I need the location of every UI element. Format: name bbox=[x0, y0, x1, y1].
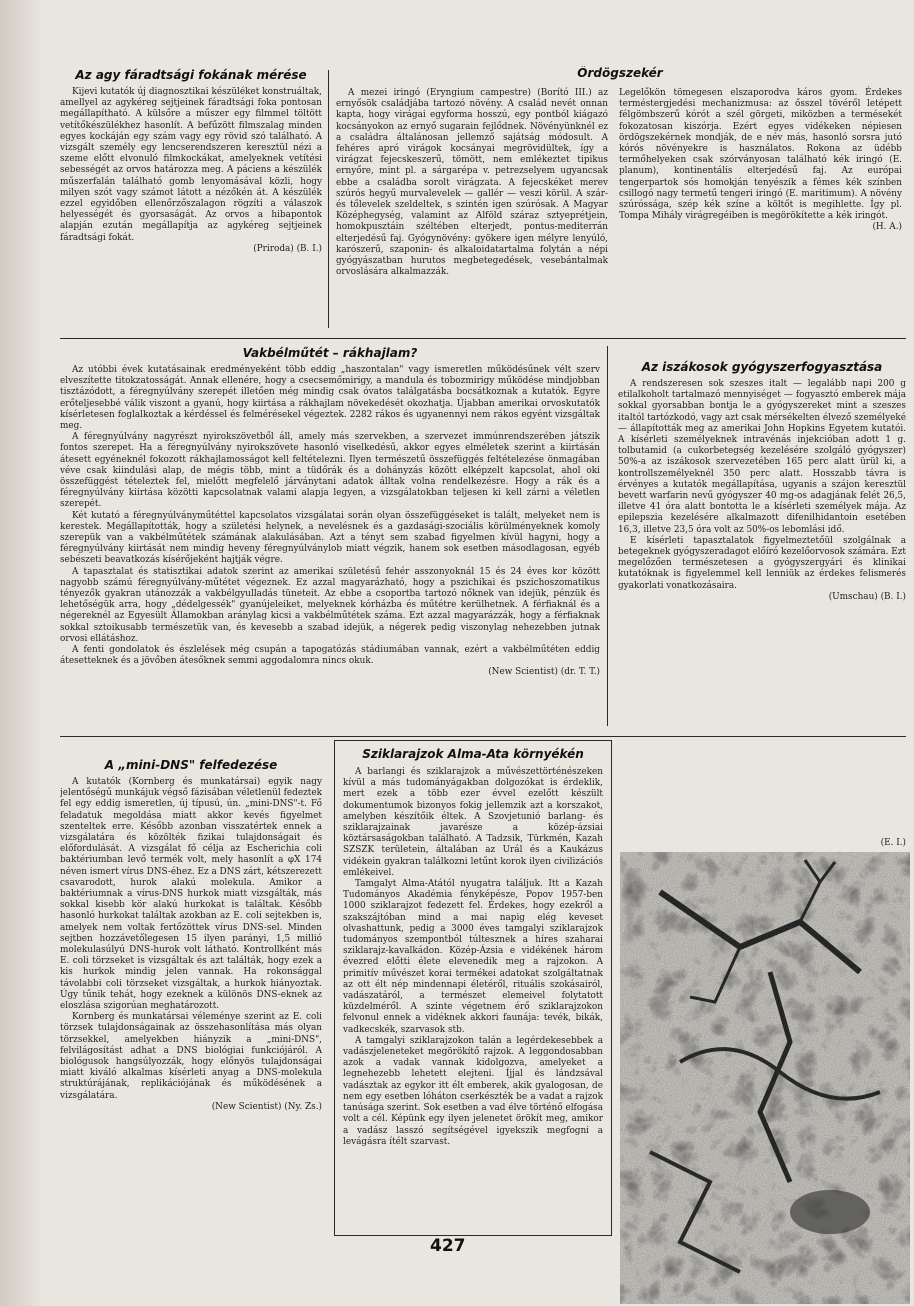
article-rock-drawings-source bbox=[620, 838, 906, 852]
article-source: (E. I.) bbox=[880, 838, 906, 848]
paragraph: A barlangi és sziklarajzok a művészettörténészeken kívül a más tudományágakban dolgozókat is érdeklik, mert ezek a több ezer évvel ezelőtt készült dokumentumok bizonyos fokig jellemzik azt a korszakot, amelyben készítőik éltek. A Szovjetunió barlang- és sziklarajzainak javarésze a közép-ázsiai köztársaságokban található. A Tadzsik, Türkmén, Kazah SZSZK területein, általában az Urál és a Kaukázus vidékein gyakran találkozni letűnt korok ilyen civilizációs emlékeivel. bbox=[343, 767, 603, 878]
horizontal-divider bbox=[60, 736, 906, 737]
paragraph: Legelőkön tömegesen elszaporodva káros gyom. Érdekes terméstergjedési mechanizmusa: az ősszel tövéről letépett félgömbszerű kórót a szél görgeti, miközben a termésekét fokozatosan kiszórja. Ezért egyes vidékeken népiesen ördögszekérnek mondják, de e név más, hasonló sorsra jutó kórós növényekre is használatos. Rokona az üdébb termőhelyeken csak szórványosan található kék iringó (E. planum), kontinentális elterjedésű faj. Az európai tengerpartok sós homokján tenyészik a fémes kék színben csillogó nagy termetű tengeri iringó (E. maritimum). A növény szúróssága, szép kék színe a költőt is megihlette. Így pl. Tompa Mihály virágregéiben is megörökítette a kék iringót. bbox=[619, 88, 902, 222]
paragraph: A rendszeresen sok szeszes italt — legalább napi 200 g etilalkoholt tartalmazó mennyiséget — fogyasztó emberek mája sokkal gyorsabban bontja le a gyógyszereket mint a szeszes italtól tartózkodó, vagy azt csak mérsékelten élvező személyeké — állapították meg az amerikai John Hopkins Egyetem kutatói. A kísérleti személyeknek intravénás injekcióban adott 1 g. tolbutamid (a cukorbetegség kezelésére szolgáló gyógyszer) 50%-a az iszákosok szervezetében 165 perc alatt ürül ki, a kontrollszemélyeknél 350 perc alatt. Hosszabb távra is érvényes a kutatók megállapítása, ugyanis a szájon keresztül bevett warfarin nevű gyógyszer 40 mg-os adagjának felét 26,5, illetve 41 óra alatt bontotta le a kísérleti személyek mája. Az epilepszia kezelésére alkalmazott difenilhidantoin esetében 16,3, illetve 23,5 óra volt az 50%-os lebomlási idő. bbox=[618, 379, 906, 535]
paragraph: A fenti gondolatok és észlelések még csupán a tapogatózás stádiumában vannak, ezért a vakbélműtéten eddig átesetteknek és a jövőben átesőknek semmi aggodalomra nincs okuk. bbox=[60, 645, 600, 667]
paragraph: Kijevi kutatók új diagnosztikai készüléket konstruáltak, amellyel az agykéreg sejtjeinek fáradtsági foka pontosan megállapítható. A külsőre a műszer egy filmmel töltött vetítőkészülékhez hasonlít. A befűzött filmszalag minden egyes kockáján egy szám vagy egy rövid szó található. A vizsgált személy egy lencserendszeren keresztül nézi a szeme előtt elvonuló filmkockákat, amelyeknek vetítési sebességét az orvos határozza meg. A páciens a készülék műszerfalán található gomb lenyomásával közli, hogy milyen szót vagy számot látott a nézőkén át. A készülék ezzel egyidőben ellenőrzőszalagon rögzíti a válaszok helyességét és gyorsaságát. Az orvos a hibapontok alapján ezután megállapítja az agykéreg sejtjeinek fáradtsági fokát. bbox=[60, 87, 322, 243]
article-body-col2 bbox=[619, 88, 902, 234]
article-rock-drawings bbox=[334, 740, 612, 1236]
paragraph: A tamgalyi sziklarajzokon talán a legérdekesebbek a vadászjeleneteket megörökítő rajzok. A leggondosabban azok a vadak vannak kidolgozva, amelyeket a legnehezebb lehetett elejteni. Íjjal és lándzsával vadásztak az egykor itt élt emberek, akik gyalogosan, de nem egy esetben lóháton cserkészték be a vadat a rajzok tanúsága szerint. Sok esetben a vad élve történő elfogása volt a cél. Képünk egy ilyen jelenetet örökít meg, amikor a vadász lasszó segítségével igyekszik megfogni a levágásra ítélt szarvast. bbox=[343, 1035, 603, 1147]
article-body-col1 bbox=[336, 88, 608, 278]
article-source: (H. A.) bbox=[872, 222, 902, 233]
paragraph: E kísérleti tapasztalatok figyelmeztetőül szolgálnak a betegeknek gyógyszeradagot előíró kezelőorvosok számára. Ezt megelőzően természetesen a gyógyszergyári és klinikai kutatóknak is figyelemmel kell lenniük az érdekes felismerés gyakorlati vonatkozásaira. bbox=[618, 535, 906, 591]
paragraph: A mezei iringó (Eryngium campestre) (Borító III.) az ernyősök családjába tartozó növény. A család nevét onnan kapta, hogy virágai egyforma hosszú, egy pontból kiágazó kocsányokon az ernyő sugarain fejlődnek. Növényünknél ez a családra általánosan jellemző sajátság módosult. A fehéres apró virágok kocsányai megrövidültek, így a virágzat fejecskeszerű, tömött, nem emlékeztet tipikus ernyőre, mint pl. a sárgarépa v. petrezselyem ugyancsak ebbe a családba sorolt virágzata. A fejecskéket merev szúrós hegyű murvalevelek — gallér — veszi körül. A szár- és tőlevelek szeldeltek, s szintén igen szúrósak. A Magyar Középhegység, valamint az Alföld száraz sztyeprétjein, homokpusztáin széltében elterjedt, pontus-mediterrán elterjedésű faj. Gyógynövény: gyökere igen mélyre lenyúló, karószerű, szaponin- és alkaloidatartalma folytán a népi gyógyászatban hurutos megbetegedések, vesebántalmak orvoslására alkalmazzák. bbox=[336, 88, 608, 278]
article-title: Ördögszekér bbox=[577, 66, 663, 80]
article-title: Sziklarajzok Alma-Ata környékén bbox=[362, 747, 584, 761]
column-divider bbox=[328, 70, 329, 328]
paragraph: Az utóbbi évek kutatásainak eredményeként több eddig „haszontalan" vagy ismeretlen működésűnek vélt szerv elveszítette titokzatosságát. Annak ellenére, hogy a csecsemőmirigy, a mandula és tobozmirigy működése mindjobban tisztázódott, a féregnyúlvány szerepét illetően még mindig csak óvatos találgatásba bocsátkoznak a kutatók. Egyre erőteljesebbé válik viszont a gyanú, hogy kiirtása a rákhajlam növekedését okozhatja. Újabban amerikai orvoskutatók kísérletesen foglalkoztak a kérdéssel és felmérésekel végeztek. 2282 rákos és ugyanennyi nem rákos egyént vizsgáltak meg. bbox=[60, 365, 600, 432]
paragraph: Két kutató a féregnyúlványműtéttel kapcsolatos vizsgálatai során olyan összefüggéseket is talált, melyeket nem is kerestek. Megállapították, hogy a születési helynek, a nevelésnek és a gazdasági-szociális körülményeknek komoly szerepük van a vakbélműtétek számának alakulásában. Azt a tényt sem szabad figyelmen kívül hagyni, hogy a féregnyúlvány kiirtását nem mindig heveny féregnyúlványlob miatt végzik, hanem sok esetben másodlagosan, egyéb sebészeti beavatkozás kísérőjeként hajtják végre. bbox=[60, 510, 600, 566]
page-binding-shadow bbox=[0, 0, 42, 1306]
paragraph: Tamgalyt Alma-Atától nyugatra találjuk. Itt a Kazah Tudományos Akadémia fényképésze, Popov 1957-ben 1000 sziklarajzot fedezett fel. Érdekes, hogy ezekről a szakszájtóban mind a mai napig elég keveset olvashattunk, pedig a 3000 éves tamgalyi sziklarajzok tudományos szempontból túltesznek a híres szaharai sziklarajz-kavalkádon. Közép-Ázsia e vidékének három évezred előtti élete elevenedik meg a rajzokon. A primitív művészet korai termékei adatokat szolgáltatnak az ott élt nép mindennapi életéről, rituális szokásairól, vadászatáról, a természet elemeivel folytatott küzdelméről. A szinte végetnem érő sziklarajzokon felvonul ennek a vidéknek akkori faunája: tevék, bikák, vadkecskék, szarvasok stb. bbox=[343, 879, 603, 1035]
article-source: (Priroda) (B. I.) bbox=[253, 243, 322, 254]
article-title: Az iszákosok gyógyszerfogyasztása bbox=[641, 360, 883, 374]
article-source: (New Scientist) (dr. T. T.) bbox=[488, 667, 600, 678]
paragraph: A féregnyúlvány nagyrészt nyirokszövetből áll, amely más szervekben, a szervezet immúnrendszerében játszik fontos szerepet. Ha a féregnyúlvány nyirokszövete hasonló viselkedésű, akkor egyes elméletek szerint a kiirtásán átesett egyéneknél fokozott rákhajlamosságot kell feltételezni. Ilyen természetű összefüggés feltételezése önmagában véve csak kiindulási alap, de mégis több, mint a tüdőrák és a dohányzás között elképzelt kapcsolat, ahol oki összefüggést tételeztek fel, mielőtt megfelelő járványtani adatok álltak volna rendelkezésre. Hogy a rák és a féregnyúlvány kiirtása közötti kapcsolatnak valami alapja legyen, a vizsgálatokban teljesen ki kell zárni a véletlen szerepét. bbox=[60, 432, 600, 510]
article-body bbox=[343, 767, 603, 1148]
page-number: 427 bbox=[430, 1236, 466, 1256]
paragraph: A kutatók (Kornberg és munkatársai) egyik nagy jelentőségű munkájuk végső fázisában véletlenül fedeztek fel egy eddig ismeretlen, új típusú, ún. „mini-DNS"-t. Fő feladatuk megoldása miatt akkor kevés figyelmet szenteltek erre. Később azonban visszatértek ennek a vizsgálatára és közölték fizikai tulajdonságait és előfordulását. A vizsgálat fő célja az Escherichia coli baktériumban levő termék volt, mely hasonlít a φX 174 néven ismert vírus DNS-éhez. Ez a DNS zárt, kétszerezett csavarodott, hurok alakú molekula. Amikor a baktériumnak a vírus-DNS hurkok miatt vizsgálták, más sokkal kisebb kör alakú hurkokat is találtak. Később hasonló hurkokat találtak azokban az E. coli sejtekben is, amelyek nem voltak fertőzöttek vírus DNS-sel. Minden sejtben hozzávetőlegesen 15 ilyen parányi, 1,5 millió molekulasúlyú DNS-hurok volt látható. Kontrollként más E. coli törzseket is vizsgáltak és azt találták, hogy ezek a kis hurkok mindig jelen vannak. Ha rokonsággal távolabbi coli törzseket vizsgáltak, a hurkok hiányoztak. Úgy tűnik tehát, hogy ezeknek a különös DNS-eknek az eloszlása szigorúan meghatározott. bbox=[60, 777, 322, 1012]
horizontal-divider bbox=[60, 338, 906, 339]
article-source: (Umschau) (B. I.) bbox=[828, 591, 906, 602]
article-body bbox=[60, 87, 322, 255]
article-mini-dns bbox=[60, 744, 322, 1232]
article-brain-fatigue bbox=[60, 68, 322, 330]
rock-drawing-photo bbox=[620, 852, 910, 1304]
paragraph: Kornberg és munkatársai véleménye szerint az E. coli törzsek tulajdonságainak az összehasonlítása más olyan törzsekkel, amelyekben hiányzik a „mini-DNS", felvilágosítást adhat a DNS biológiai funkciójáról. A biológusok hangsúlyozzák, hogy előnyös tulajdonságai miatt kiváló alkalmas kísérleti anyag a DNS-molekula struktúrájának, replikációjának és működésének a vizsgálatára. bbox=[60, 1012, 322, 1101]
paragraph: A tapasztalat és statisztikai adatok szerint az amerikai születésű fehér asszonyoknál 15 és 24 éves kor között nagyobb számú féregnyúlvány-műtétet végeznek. Ez azzal magyarázható, hogy a pszichikai és pszichoszomatikus tényezők gyakran utánozzák a vakbélgyulladás tüneteit. Az ebbe a csoportba tartozó nőknek van idejük, pénzük és lehetőségük arra, hogy „dédelgessék" gyanújeleiket, melyeknek kórházba és műtétre kerülhetnek. A férfiaknál és a négereknél az Egyesült Államokban aránylag kicsi a vakbélműtétek száma. Ezt azzal magyarázzák, hogy a férfiaknak sokkal sztoikusabb természetük van, és kevesebb a szabad idejük, a négerek pedig viszonylag nehezebben jutnak orvosi ellátáshoz. bbox=[60, 566, 600, 644]
article-appendix bbox=[60, 346, 600, 718]
article-body bbox=[60, 365, 600, 679]
article-body bbox=[60, 777, 322, 1113]
article-alcohol bbox=[618, 346, 906, 730]
column-divider bbox=[607, 346, 608, 726]
article-title: Az agy fáradtsági fokának mérése bbox=[75, 68, 307, 82]
article-title: A „mini-DNS" felfedezése bbox=[104, 758, 278, 772]
article-source: (New Scientist) (Ny. Zs.) bbox=[211, 1101, 322, 1112]
rock-drawing-image bbox=[620, 852, 910, 1304]
article-body bbox=[618, 379, 906, 603]
article-thistle bbox=[336, 66, 904, 336]
article-title: Vakbélműtét – rákhajlam? bbox=[242, 346, 418, 360]
